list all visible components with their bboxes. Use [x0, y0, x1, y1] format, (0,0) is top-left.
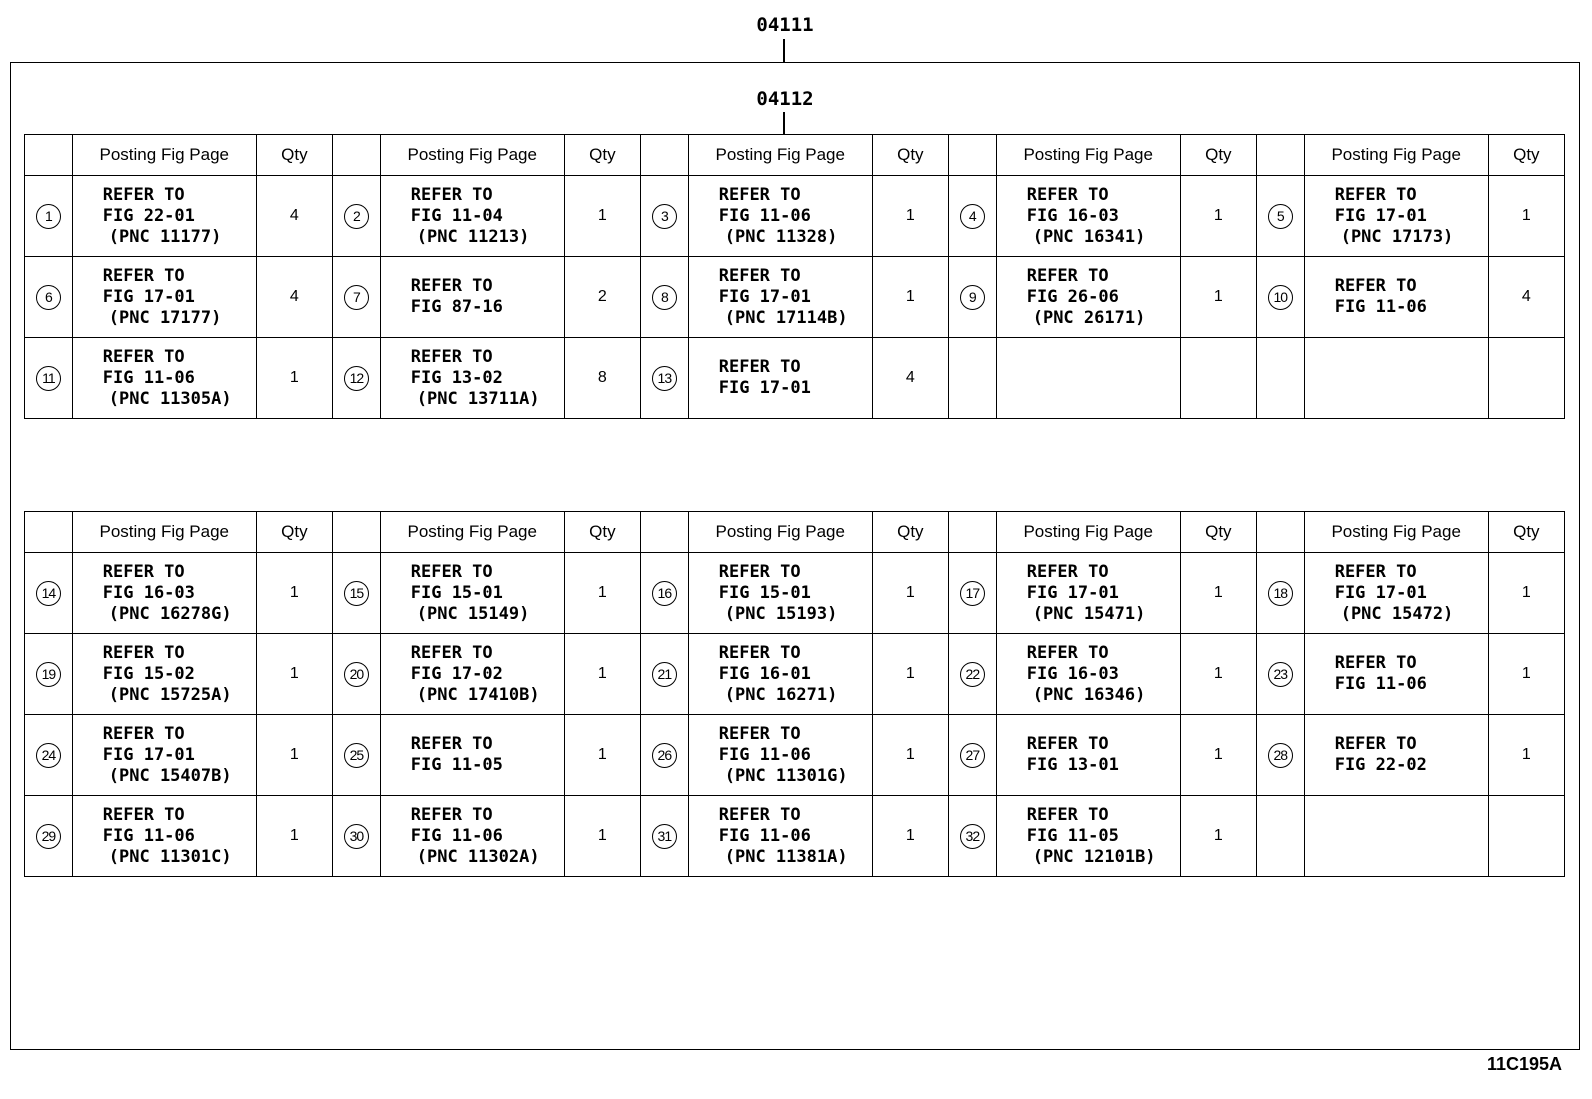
figure-code: 11C195A — [1486, 1054, 1562, 1074]
fig-reference: FIG 11-05 — [410, 755, 503, 775]
item-number-cell — [640, 796, 688, 877]
fig-reference: FIG 26-06 — [1026, 286, 1119, 307]
fig-reference: FIG 17-02 — [410, 663, 503, 684]
posting-fig-page-cell — [1304, 257, 1488, 338]
fig-reference: FIG 15-01 — [718, 582, 811, 603]
header-posting-fig-page: Posting Fig Page — [1304, 512, 1488, 553]
pnc-reference: (PNC 11213) — [416, 226, 530, 247]
parts-table-1 — [24, 134, 1565, 419]
header-posting-fig-page: Posting Fig Page — [996, 512, 1180, 553]
header-number-blank — [332, 135, 380, 176]
pnc-reference: (PNC 26171) — [1032, 307, 1146, 328]
item-number-circle: 10 — [1268, 285, 1293, 310]
item-number-circle: 11 — [36, 366, 61, 391]
refer-to-text: REFER TO — [102, 642, 185, 663]
refer-to-text: REFER TO — [102, 561, 185, 582]
qty-cell: 1 — [564, 796, 640, 877]
fig-reference: FIG 22-01 — [102, 205, 195, 226]
fig-reference: FIG 11-06 — [718, 825, 811, 846]
qty-cell: 1 — [1488, 634, 1564, 715]
refer-to-text: REFER TO — [102, 346, 185, 367]
item-number-circle: 16 — [652, 581, 677, 606]
item-number-circle: 6 — [36, 285, 61, 310]
leader-line-04111 — [783, 39, 785, 62]
refer-to-text: REFER TO — [410, 642, 493, 663]
refer-to-text: REFER TO — [1026, 561, 1109, 582]
fig-reference: FIG 16-03 — [1026, 205, 1119, 226]
posting-fig-page-cell — [1304, 634, 1488, 715]
qty-cell: 1 — [1180, 176, 1256, 257]
item-number-circle: 21 — [652, 662, 677, 687]
qty-cell — [1488, 338, 1564, 419]
item-number-cell — [332, 553, 380, 634]
pnc-reference: (PNC 15149) — [416, 603, 530, 624]
posting-fig-page-cell — [1304, 176, 1488, 257]
refer-to-text: REFER TO — [1334, 184, 1417, 205]
posting-fig-page-cell — [688, 176, 872, 257]
refer-to-text: REFER TO — [410, 184, 493, 205]
item-number-cell — [25, 715, 73, 796]
item-number-circle: 24 — [36, 743, 61, 768]
qty-cell: 1 — [872, 553, 948, 634]
qty-cell: 2 — [564, 257, 640, 338]
posting-fig-page-cell — [688, 338, 872, 419]
item-number-cell — [332, 715, 380, 796]
pnc-reference: (PNC 17177) — [108, 307, 222, 328]
refer-to-text: REFER TO — [718, 723, 801, 744]
pnc-reference: (PNC 15472) — [1340, 603, 1454, 624]
pnc-reference: (PNC 16278G) — [108, 603, 232, 624]
fig-reference: FIG 11-06 — [1334, 297, 1427, 317]
fig-reference: FIG 13-01 — [1026, 755, 1119, 775]
item-number-circle: 26 — [652, 743, 677, 768]
pnc-reference: (PNC 11301G) — [724, 765, 848, 786]
fig-reference: FIG 11-05 — [1026, 825, 1119, 846]
qty-cell: 1 — [872, 634, 948, 715]
item-number-circle: 2 — [344, 204, 369, 229]
table-row — [25, 796, 1565, 877]
header-qty: Qty — [1488, 512, 1564, 553]
refer-to-text: REFER TO — [1026, 734, 1109, 754]
qty-cell: 1 — [564, 715, 640, 796]
header-posting-fig-page: Posting Fig Page — [380, 135, 564, 176]
item-number-circle: 15 — [344, 581, 369, 606]
item-number-circle: 9 — [960, 285, 985, 310]
item-number-cell — [948, 796, 996, 877]
fig-reference: FIG 16-03 — [102, 582, 195, 603]
qty-cell: 1 — [1488, 176, 1564, 257]
item-number-cell — [25, 796, 73, 877]
leader-line-04112 — [783, 112, 785, 135]
qty-cell: 1 — [256, 338, 332, 419]
qty-cell: 1 — [1180, 553, 1256, 634]
assembly-label-04111: 04111 — [756, 14, 814, 36]
pnc-reference: (PNC 15407B) — [108, 765, 232, 786]
item-number-cell — [948, 176, 996, 257]
pnc-reference: (PNC 11301C) — [108, 846, 232, 867]
qty-cell: 8 — [564, 338, 640, 419]
posting-fig-page-cell — [996, 338, 1180, 419]
item-number-cell — [1256, 796, 1304, 877]
item-number-cell — [25, 634, 73, 715]
parts-table-2 — [24, 511, 1565, 877]
item-number-cell — [1256, 257, 1304, 338]
header-number-blank — [640, 135, 688, 176]
qty-cell: 1 — [1180, 796, 1256, 877]
header-posting-fig-page: Posting Fig Page — [72, 135, 256, 176]
header-qty: Qty — [1180, 135, 1256, 176]
pnc-reference: (PNC 11381A) — [724, 846, 848, 867]
posting-fig-page-cell — [1304, 338, 1488, 419]
refer-to-text: REFER TO — [1026, 184, 1109, 205]
table-row — [25, 634, 1565, 715]
header-qty: Qty — [256, 512, 332, 553]
item-number-cell — [948, 553, 996, 634]
posting-fig-page-cell — [72, 634, 256, 715]
refer-to-text: REFER TO — [1334, 561, 1417, 582]
item-number-cell — [1256, 715, 1304, 796]
pnc-reference: (PNC 15725A) — [108, 684, 232, 705]
posting-fig-page-cell — [380, 338, 564, 419]
qty-cell: 1 — [256, 634, 332, 715]
item-number-circle: 4 — [960, 204, 985, 229]
header-number-blank — [332, 512, 380, 553]
item-number-circle: 27 — [960, 743, 985, 768]
item-number-cell — [640, 715, 688, 796]
header-number-blank — [1256, 512, 1304, 553]
pnc-reference: (PNC 17173) — [1340, 226, 1454, 247]
refer-to-text: REFER TO — [102, 804, 185, 825]
posting-fig-page-cell — [380, 176, 564, 257]
fig-reference: FIG 16-01 — [718, 663, 811, 684]
refer-to-text: REFER TO — [410, 276, 493, 296]
posting-fig-page-cell — [996, 553, 1180, 634]
item-number-cell — [640, 176, 688, 257]
posting-fig-page-cell — [688, 796, 872, 877]
qty-cell: 1 — [1180, 257, 1256, 338]
item-number-cell — [640, 634, 688, 715]
fig-reference: FIG 11-06 — [102, 367, 195, 388]
posting-fig-page-cell — [996, 176, 1180, 257]
header-qty: Qty — [872, 135, 948, 176]
header-row — [25, 135, 1565, 176]
posting-fig-page-cell — [996, 257, 1180, 338]
item-number-circle: 23 — [1268, 662, 1293, 687]
qty-cell: 1 — [872, 796, 948, 877]
qty-cell: 1 — [872, 257, 948, 338]
table-row — [25, 715, 1565, 796]
header-qty: Qty — [564, 135, 640, 176]
item-number-circle: 29 — [36, 824, 61, 849]
fig-reference: FIG 22-02 — [1334, 755, 1427, 775]
item-number-cell — [332, 257, 380, 338]
refer-to-text: REFER TO — [1334, 734, 1417, 754]
posting-fig-page-cell — [996, 796, 1180, 877]
refer-to-text: REFER TO — [718, 184, 801, 205]
item-number-cell — [1256, 634, 1304, 715]
qty-cell: 1 — [872, 715, 948, 796]
item-number-circle: 13 — [652, 366, 677, 391]
qty-cell: 1 — [564, 176, 640, 257]
pnc-reference: (PNC 13711A) — [416, 388, 540, 409]
fig-reference: FIG 17-01 — [1026, 582, 1119, 603]
item-number-circle: 22 — [960, 662, 985, 687]
fig-reference: FIG 17-01 — [1334, 582, 1427, 603]
item-number-cell — [25, 176, 73, 257]
pnc-reference: (PNC 12101B) — [1032, 846, 1156, 867]
posting-fig-page-cell — [996, 715, 1180, 796]
header-number-blank — [1256, 135, 1304, 176]
pnc-reference: (PNC 15471) — [1032, 603, 1146, 624]
refer-to-text: REFER TO — [1026, 642, 1109, 663]
table-row — [25, 257, 1565, 338]
pnc-reference: (PNC 16341) — [1032, 226, 1146, 247]
item-number-circle: 17 — [960, 581, 985, 606]
pnc-reference: (PNC 11305A) — [108, 388, 232, 409]
pnc-reference: (PNC 11328) — [724, 226, 838, 247]
qty-cell — [1488, 796, 1564, 877]
header-number-blank — [948, 135, 996, 176]
header-posting-fig-page: Posting Fig Page — [688, 512, 872, 553]
posting-fig-page-cell — [72, 257, 256, 338]
fig-reference: FIG 13-02 — [410, 367, 503, 388]
item-number-circle: 14 — [36, 581, 61, 606]
qty-cell: 1 — [872, 176, 948, 257]
qty-cell: 4 — [256, 176, 332, 257]
pnc-reference: (PNC 16346) — [1032, 684, 1146, 705]
item-number-circle: 19 — [36, 662, 61, 687]
pnc-reference: (PNC 16271) — [724, 684, 838, 705]
fig-reference: FIG 16-03 — [1026, 663, 1119, 684]
qty-cell: 1 — [256, 553, 332, 634]
item-number-circle: 7 — [344, 285, 369, 310]
header-posting-fig-page: Posting Fig Page — [72, 512, 256, 553]
qty-cell: 4 — [1488, 257, 1564, 338]
item-number-cell — [1256, 553, 1304, 634]
qty-cell: 1 — [564, 553, 640, 634]
item-number-circle: 25 — [344, 743, 369, 768]
fig-reference: FIG 17-01 — [1334, 205, 1427, 226]
item-number-cell — [948, 715, 996, 796]
refer-to-text: REFER TO — [410, 734, 493, 754]
refer-to-text: REFER TO — [718, 265, 801, 286]
fig-reference: FIG 11-06 — [718, 744, 811, 765]
fig-reference: FIG 87-16 — [410, 297, 503, 317]
item-number-circle: 31 — [652, 824, 677, 849]
item-number-cell — [640, 338, 688, 419]
qty-cell: 1 — [564, 634, 640, 715]
item-number-circle: 20 — [344, 662, 369, 687]
header-qty: Qty — [256, 135, 332, 176]
pnc-reference: (PNC 17114B) — [724, 307, 848, 328]
qty-cell: 4 — [872, 338, 948, 419]
refer-to-text: REFER TO — [102, 265, 185, 286]
refer-to-text: REFER TO — [1334, 653, 1417, 673]
qty-cell: 1 — [256, 796, 332, 877]
item-number-circle: 30 — [344, 824, 369, 849]
header-qty: Qty — [1180, 512, 1256, 553]
posting-fig-page-cell — [688, 634, 872, 715]
refer-to-text: REFER TO — [410, 346, 493, 367]
item-number-circle: 3 — [652, 204, 677, 229]
table-row — [25, 338, 1565, 419]
qty-cell: 1 — [1180, 634, 1256, 715]
item-number-cell — [332, 176, 380, 257]
header-number-blank — [25, 512, 73, 553]
posting-fig-page-cell — [72, 796, 256, 877]
refer-to-text: REFER TO — [718, 804, 801, 825]
assembly-label-04112: 04112 — [756, 88, 814, 110]
fig-reference: FIG 11-06 — [1334, 674, 1427, 694]
item-number-cell — [25, 553, 73, 634]
item-number-cell — [948, 257, 996, 338]
item-number-circle: 28 — [1268, 743, 1293, 768]
table-row — [25, 176, 1565, 257]
item-number-cell — [332, 634, 380, 715]
refer-to-text: REFER TO — [718, 642, 801, 663]
posting-fig-page-cell — [996, 634, 1180, 715]
refer-to-text: REFER TO — [718, 561, 801, 582]
posting-fig-page-cell — [1304, 715, 1488, 796]
header-posting-fig-page: Posting Fig Page — [1304, 135, 1488, 176]
posting-fig-page-cell — [380, 634, 564, 715]
refer-to-text: REFER TO — [1026, 265, 1109, 286]
fig-reference: FIG 17-01 — [102, 286, 195, 307]
header-posting-fig-page: Posting Fig Page — [996, 135, 1180, 176]
item-number-cell — [332, 796, 380, 877]
refer-to-text: REFER TO — [102, 723, 185, 744]
pnc-reference: (PNC 11177) — [108, 226, 222, 247]
item-number-cell — [948, 634, 996, 715]
pnc-reference: (PNC 15193) — [724, 603, 838, 624]
qty-cell: 4 — [256, 257, 332, 338]
header-qty: Qty — [1488, 135, 1564, 176]
item-number-cell — [1256, 338, 1304, 419]
refer-to-text: REFER TO — [718, 357, 801, 377]
fig-reference: FIG 15-01 — [410, 582, 503, 603]
posting-fig-page-cell — [688, 553, 872, 634]
pnc-reference: (PNC 17410B) — [416, 684, 540, 705]
qty-cell: 1 — [256, 715, 332, 796]
posting-fig-page-cell — [688, 257, 872, 338]
qty-cell: 1 — [1488, 715, 1564, 796]
qty-cell: 1 — [1488, 553, 1564, 634]
posting-fig-page-cell — [380, 715, 564, 796]
header-number-blank — [640, 512, 688, 553]
qty-cell: 1 — [1180, 715, 1256, 796]
fig-reference: FIG 15-02 — [102, 663, 195, 684]
item-number-circle: 12 — [344, 366, 369, 391]
item-number-cell — [1256, 176, 1304, 257]
pnc-reference: (PNC 11302A) — [416, 846, 540, 867]
posting-fig-page-cell — [380, 553, 564, 634]
refer-to-text: REFER TO — [102, 184, 185, 205]
header-number-blank — [948, 512, 996, 553]
item-number-cell — [25, 338, 73, 419]
item-number-cell — [640, 553, 688, 634]
posting-fig-page-cell — [688, 715, 872, 796]
header-qty: Qty — [872, 512, 948, 553]
table-row — [25, 553, 1565, 634]
item-number-circle: 18 — [1268, 581, 1293, 606]
posting-fig-page-cell — [72, 338, 256, 419]
fig-reference: FIG 11-06 — [410, 825, 503, 846]
header-number-blank — [25, 135, 73, 176]
posting-fig-page-cell — [72, 553, 256, 634]
fig-reference: FIG 11-06 — [102, 825, 195, 846]
item-number-circle: 5 — [1268, 204, 1293, 229]
posting-fig-page-cell — [380, 257, 564, 338]
header-posting-fig-page: Posting Fig Page — [688, 135, 872, 176]
fig-reference: FIG 11-04 — [410, 205, 503, 226]
header-posting-fig-page: Posting Fig Page — [380, 512, 564, 553]
qty-cell — [1180, 338, 1256, 419]
item-number-cell — [25, 257, 73, 338]
item-number-circle: 1 — [36, 204, 61, 229]
header-row — [25, 512, 1565, 553]
item-number-circle: 8 — [652, 285, 677, 310]
refer-to-text: REFER TO — [410, 561, 493, 582]
item-number-cell — [948, 338, 996, 419]
fig-reference: FIG 11-06 — [718, 205, 811, 226]
item-number-cell — [640, 257, 688, 338]
posting-fig-page-cell — [1304, 796, 1488, 877]
item-number-cell — [332, 338, 380, 419]
refer-to-text: REFER TO — [1334, 276, 1417, 296]
fig-reference: FIG 17-01 — [718, 378, 811, 398]
fig-reference: FIG 17-01 — [102, 744, 195, 765]
posting-fig-page-cell — [72, 176, 256, 257]
fig-reference: FIG 17-01 — [718, 286, 811, 307]
posting-fig-page-cell — [1304, 553, 1488, 634]
refer-to-text: REFER TO — [1026, 804, 1109, 825]
item-number-circle: 32 — [960, 824, 985, 849]
posting-fig-page-cell — [72, 715, 256, 796]
header-qty: Qty — [564, 512, 640, 553]
posting-fig-page-cell — [380, 796, 564, 877]
refer-to-text: REFER TO — [410, 804, 493, 825]
